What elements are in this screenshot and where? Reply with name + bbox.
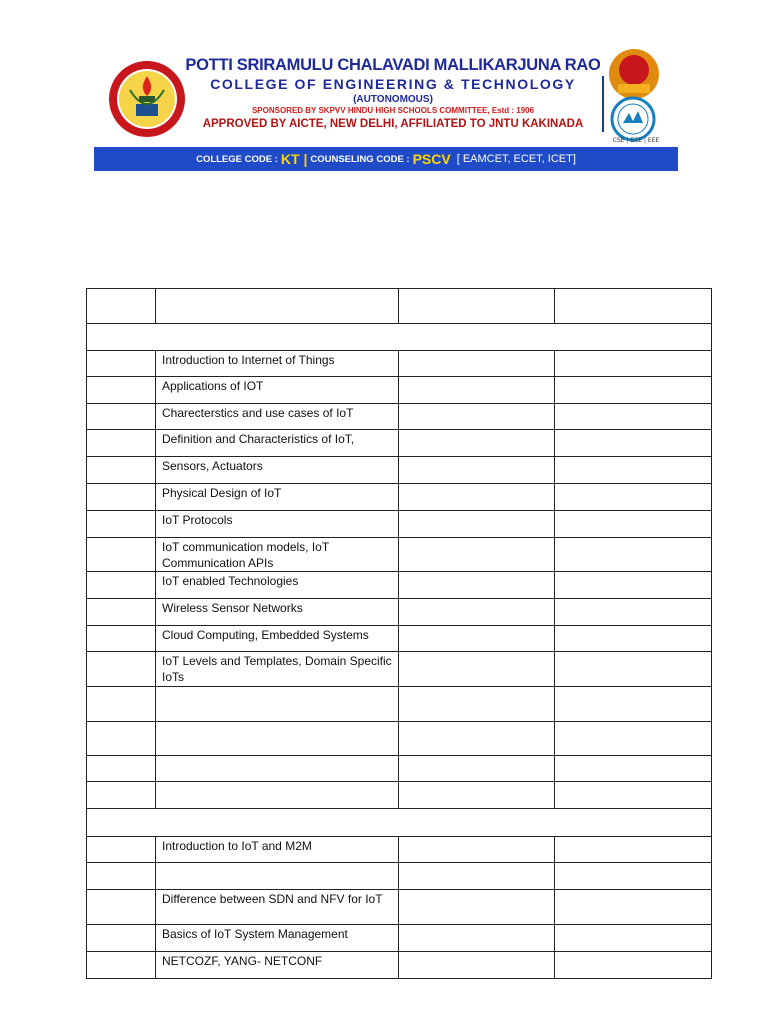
table-row <box>87 863 712 890</box>
table-row <box>87 457 712 484</box>
table-cell <box>87 484 156 511</box>
table-cell <box>555 722 712 756</box>
exam-list: [ EAMCET, ECET, ICET] <box>456 153 576 165</box>
table-cell <box>555 511 712 538</box>
table-row <box>87 722 712 756</box>
table-cell <box>555 837 712 863</box>
unit-heading-row <box>87 809 712 837</box>
table-cell <box>87 756 156 782</box>
table-cell <box>87 377 156 404</box>
table-cell <box>399 351 555 377</box>
table-cell <box>87 925 156 952</box>
college-name-line2: COLLEGE OF ENGINEERING & TECHNOLOGY <box>210 76 576 92</box>
table-cell <box>399 430 555 457</box>
table-cell <box>87 289 156 324</box>
topic-cell: Difference between SDN and NFV for IoT <box>156 890 399 925</box>
topic-cell <box>156 756 399 782</box>
nba-departments: CSE | ECE | EEE <box>612 137 660 144</box>
table-cell <box>399 404 555 430</box>
table-header-row <box>87 289 712 324</box>
table-cell <box>555 351 712 377</box>
college-header-banner <box>94 44 678 172</box>
table-row <box>87 430 712 457</box>
table-cell <box>399 484 555 511</box>
table-cell <box>87 782 156 809</box>
table-cell <box>555 952 712 979</box>
table-cell <box>87 511 156 538</box>
table-cell <box>555 863 712 890</box>
unit-heading-cell <box>87 809 712 837</box>
sponsored-by-text: SPONSORED BY SKPVV HINDU HIGH SCHOOLS COMMITTEE, Estd : 1906 <box>251 106 535 115</box>
table-row <box>87 925 712 952</box>
table-cell <box>555 756 712 782</box>
topic-cell: NETCOZF, YANG- NETCONF <box>156 952 399 979</box>
table-cell <box>87 890 156 925</box>
topic-cell: IoT enabled Technologies <box>156 572 399 599</box>
table-cell <box>399 377 555 404</box>
topic-cell: Sensors, Actuators <box>156 457 399 484</box>
autonomous-label: (AUTONOMOUS) <box>353 94 433 105</box>
topic-cell <box>156 687 399 722</box>
table-cell <box>399 538 555 572</box>
table-cell <box>399 652 555 687</box>
table-cell <box>399 782 555 809</box>
nba-logo-icon <box>610 96 656 142</box>
table-row <box>87 351 712 377</box>
table-cell <box>555 484 712 511</box>
approval-text: APPROVED BY AICTE, NEW DELHI, AFFILIATED TO JNTU KAKINADA <box>202 118 584 130</box>
topic-cell: Introduction to Internet of Things <box>156 351 399 377</box>
table-row <box>87 687 712 722</box>
table-cell <box>399 457 555 484</box>
table-cell <box>555 890 712 925</box>
topic-cell: IoT communication models, IoT Communication APIs <box>156 538 399 572</box>
topic-cell: Charecterstics and use cases of IoT <box>156 404 399 430</box>
college-code-value: KT | <box>280 151 308 167</box>
unit-heading-cell <box>87 324 712 351</box>
table-row <box>87 599 712 626</box>
table-row <box>87 756 712 782</box>
topic-cell: Physical Design of IoT <box>156 484 399 511</box>
table-row <box>87 484 712 511</box>
table-cell <box>555 457 712 484</box>
table-row <box>87 952 712 979</box>
table-cell <box>555 782 712 809</box>
table-cell <box>156 289 399 324</box>
unit-heading-row <box>87 324 712 351</box>
table-row <box>87 572 712 599</box>
table-cell <box>87 457 156 484</box>
topic-cell <box>156 863 399 890</box>
table-row <box>87 511 712 538</box>
table-cell <box>399 890 555 925</box>
table-cell <box>399 837 555 863</box>
table-cell <box>555 626 712 652</box>
counseling-code-value: PSCV <box>412 151 451 167</box>
table-cell <box>555 572 712 599</box>
table-cell <box>87 351 156 377</box>
table-cell <box>87 538 156 572</box>
counseling-code-label: COUNSELING CODE : <box>310 153 410 165</box>
college-code-label: COLLEGE CODE : <box>196 153 278 165</box>
table-cell <box>555 430 712 457</box>
table-cell <box>399 756 555 782</box>
table-cell <box>555 377 712 404</box>
table-cell <box>399 599 555 626</box>
topic-cell: Applications of IOT <box>156 377 399 404</box>
lesson-plan-table <box>86 288 712 979</box>
college-seal-logo <box>108 60 186 138</box>
topic-cell <box>156 782 399 809</box>
table-cell <box>555 599 712 626</box>
table-row <box>87 626 712 652</box>
topic-cell: Introduction to IoT and M2M <box>156 837 399 863</box>
table-cell <box>87 652 156 687</box>
table-cell <box>87 863 156 890</box>
table-cell <box>399 925 555 952</box>
table-cell <box>555 404 712 430</box>
table-cell <box>399 289 555 324</box>
table-row <box>87 538 712 572</box>
topic-cell: Definition and Characteristics of IoT, <box>156 430 399 457</box>
table-row <box>87 404 712 430</box>
table-cell <box>399 511 555 538</box>
table-cell <box>399 626 555 652</box>
table-cell <box>399 687 555 722</box>
table-cell <box>555 925 712 952</box>
topic-cell: IoT Protocols <box>156 511 399 538</box>
table-cell <box>555 652 712 687</box>
table-cell <box>555 687 712 722</box>
table-row <box>87 652 712 687</box>
college-name-line1: POTTI SRIRAMULU CHALAVADI MALLIKARJUNA RAO <box>185 56 601 74</box>
topic-cell <box>156 722 399 756</box>
table-cell <box>87 687 156 722</box>
table-cell <box>399 722 555 756</box>
table-cell <box>87 572 156 599</box>
table-cell <box>87 837 156 863</box>
topic-cell: Wireless Sensor Networks <box>156 599 399 626</box>
table-cell <box>555 538 712 572</box>
table-row <box>87 890 712 925</box>
topic-cell: IoT Levels and Templates, Domain Specific IoTs <box>156 652 399 687</box>
table-cell <box>399 952 555 979</box>
table-row <box>87 837 712 863</box>
table-row <box>87 377 712 404</box>
table-cell <box>87 952 156 979</box>
table-cell <box>399 863 555 890</box>
table-cell <box>87 430 156 457</box>
table-row <box>87 782 712 809</box>
table-cell <box>87 599 156 626</box>
naac-badge-icon <box>608 48 660 100</box>
table-cell <box>87 404 156 430</box>
table-cell <box>555 289 712 324</box>
header-divider <box>602 76 604 132</box>
table-cell <box>87 626 156 652</box>
topic-cell: Cloud Computing, Embedded Systems <box>156 626 399 652</box>
college-code-bar <box>94 147 678 171</box>
table-cell <box>399 572 555 599</box>
table-cell <box>87 722 156 756</box>
topic-cell: Basics of IoT System Management <box>156 925 399 952</box>
